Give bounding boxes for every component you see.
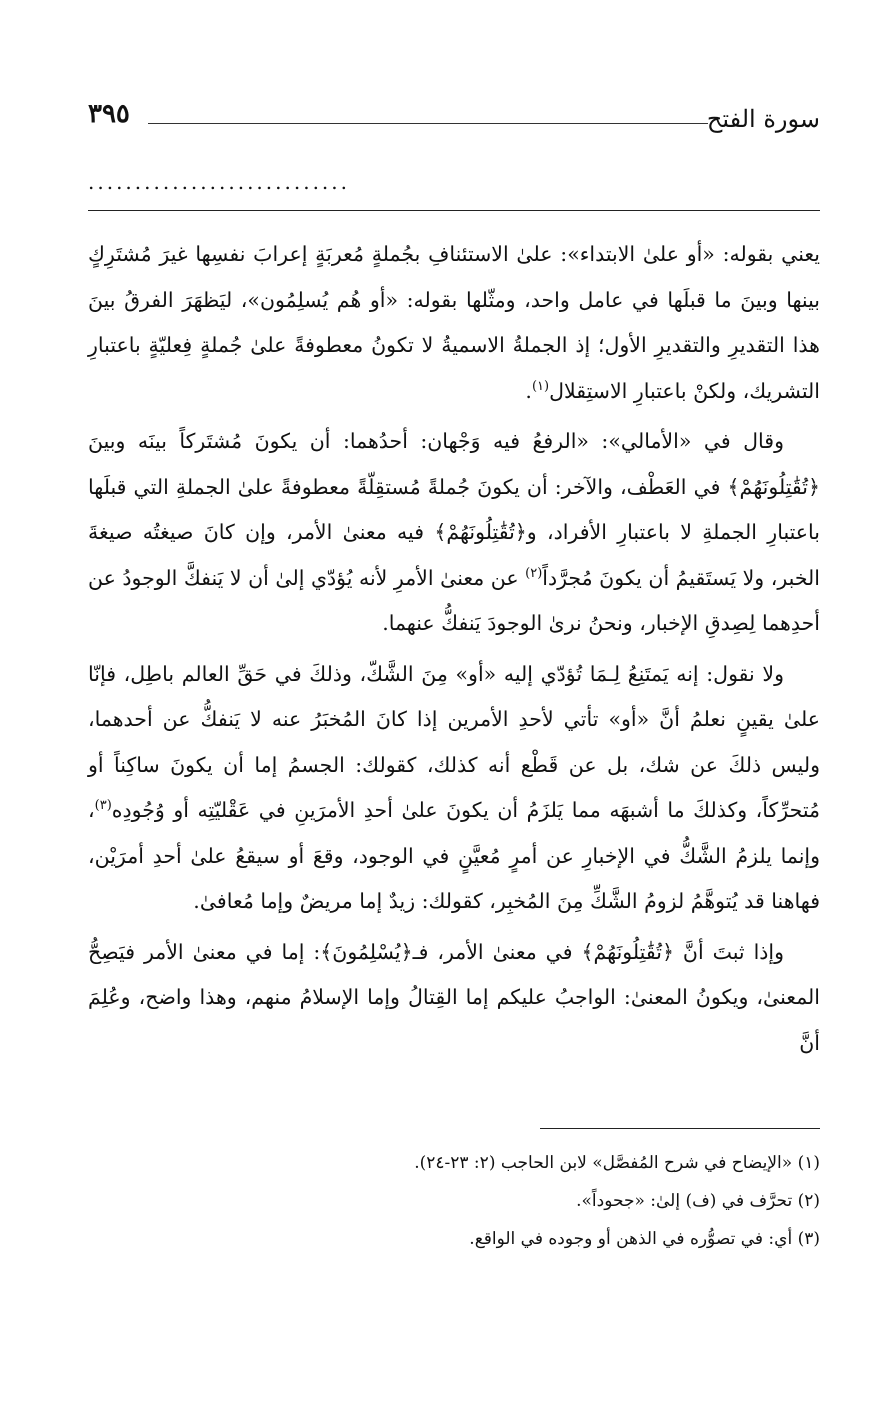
paragraph-3-text: ولا نقول: إنه يَمتَنِعُ لِـمَا تُؤدّي إليه «أو» مِنَ الشَّكّ، وذلكَ في حَقِّ العالم باطِل، فإنّا علىٰ يقينٍ نعلمُ أنَّ «أو» تأتي لأحدِ الأمرين إذا كانَ المُخبَرُ عنه لا يَنفكُّ عن أحدهما، وليس ذلكَ عن شك، بل عن قَطْع أنه كذلك، كقولك: الجسمُ إما أن يكونَ ساكِناً أو مُتحرِّكاً، وكذلكَ ما أشبهَه مما يَلزَمُ أن يكونَ علىٰ أحدِ الأمرَينِ في عَقْليّتِه أو وُجُودِه (88, 661, 820, 822)
header-divider (88, 210, 820, 211)
footnote-2: (٢) تحرَّف في (ف) إلىٰ: «جحوداً». (576, 1191, 820, 1211)
paragraph-2-tail: عن معنىٰ الأمرِ لأنه يُؤدّي إلىٰ أن لا يَنفكَّ الوجودُ عن أحدِهما لِصِدقِ الإخبار، ونحنُ نرىٰ الوجودَ يَنفكُّ عنهما. (88, 565, 820, 635)
separator-dots: ............................ (88, 170, 351, 194)
paragraph-3 (88, 652, 820, 925)
paragraph-1-tail: . (525, 378, 532, 403)
paragraph-1-text: يعني بقوله: «أو علىٰ الابتداء»: علىٰ الاستئنافِ بجُملةٍ مُعربَةٍ إعرابَ نفسِها غيرَ مُشتَرِكٍ بينها وبينَ ما قبلَها في عامل واحد، ومثّلها بقوله: «أو هُم يُسلِمُون»، ليَظهَرَ الفرقُ بينَ هذا التقديرِ والتقديرِ الأول؛ إذ الجملةُ الاسميةُ لا تكونُ معطوفةً علىٰ جُملةٍ فِعليّةٍ باعتبارِ التشريك، ولكنْ باعتبارِ الاستِقلال (88, 242, 820, 403)
paragraph-1 (88, 232, 820, 414)
paragraph-2-text: وقال في «الأمالي»: «الرفعُ فيه وَجْهان: أحدُهما: أن يكونَ مُشتَركاً بينَه وبينَ ﴿تُقَٰتِلُونَهُمْ﴾ في العَطْف، والآخر: أن يكونَ جُملةً مُستقِلّةً معطوفةً علىٰ الجملةِ التي قبلَها باعتبارِ الجملةِ لا باعتبارِ الأفراد، و﴿تُقَٰتِلُونَهُمْ﴾ فيه معنىٰ الأمر، وإن كانَ صيغتُه صيغةَ الخبر، ولا يَستَقيمُ أن يكونَ مُجرَّداً (88, 429, 820, 590)
page-number: ٣٩٥ (88, 99, 130, 129)
paragraph-2 (88, 419, 820, 647)
footnote-divider (540, 1128, 820, 1129)
paragraph-4-text: وإذا ثبتَ أنَّ ﴿تُقَٰتِلُونَهُمْ﴾ في معنىٰ الأمر، فـ﴿يُسْلِمُونَ﴾: إما في معنىٰ الأمر فيَصِحُّ المعنىٰ، ويكونُ المعنىٰ: الواجبُ عليكم إما القِتالُ وإما الإسلامُ منهم، وهذا واضح، وعُلِمَ أنَّ (88, 939, 820, 1055)
footnote-3: (٣) أي: في تصوُّره في الذهن أو وجوده في الواقع. (469, 1229, 820, 1249)
footnote-ref-2: (٢) (525, 565, 543, 581)
paragraph-3-tail: ، وإنما يلزمُ الشَّكُّ في الإخبارِ عن أمرٍ مُعيَّنٍ في الوجود، وقعَ أو سيقعُ علىٰ أحدِ أمرَيْن، فهاهنا قد يُتوهَّمُ لزومُ الشَّكِّ مِنَ المُخبِر، كقولك: زيدٌ إما مريضٌ وإما مُعافىٰ. (88, 798, 820, 913)
header-rule (148, 123, 708, 124)
footnote-1: (١) «الإيضاح في شرح المُفصَّل» لابن الحاجب (٢: ٢٣-٢٤). (414, 1153, 820, 1173)
footnotes (88, 1144, 820, 1258)
footnote-ref-3: (٣) (94, 798, 112, 814)
paragraph-4 (88, 930, 820, 1067)
surah-title: سورة الفتح (706, 105, 820, 133)
footnote-ref-1: (١) (531, 378, 550, 394)
main-text (88, 232, 820, 1071)
running-header (88, 95, 820, 147)
